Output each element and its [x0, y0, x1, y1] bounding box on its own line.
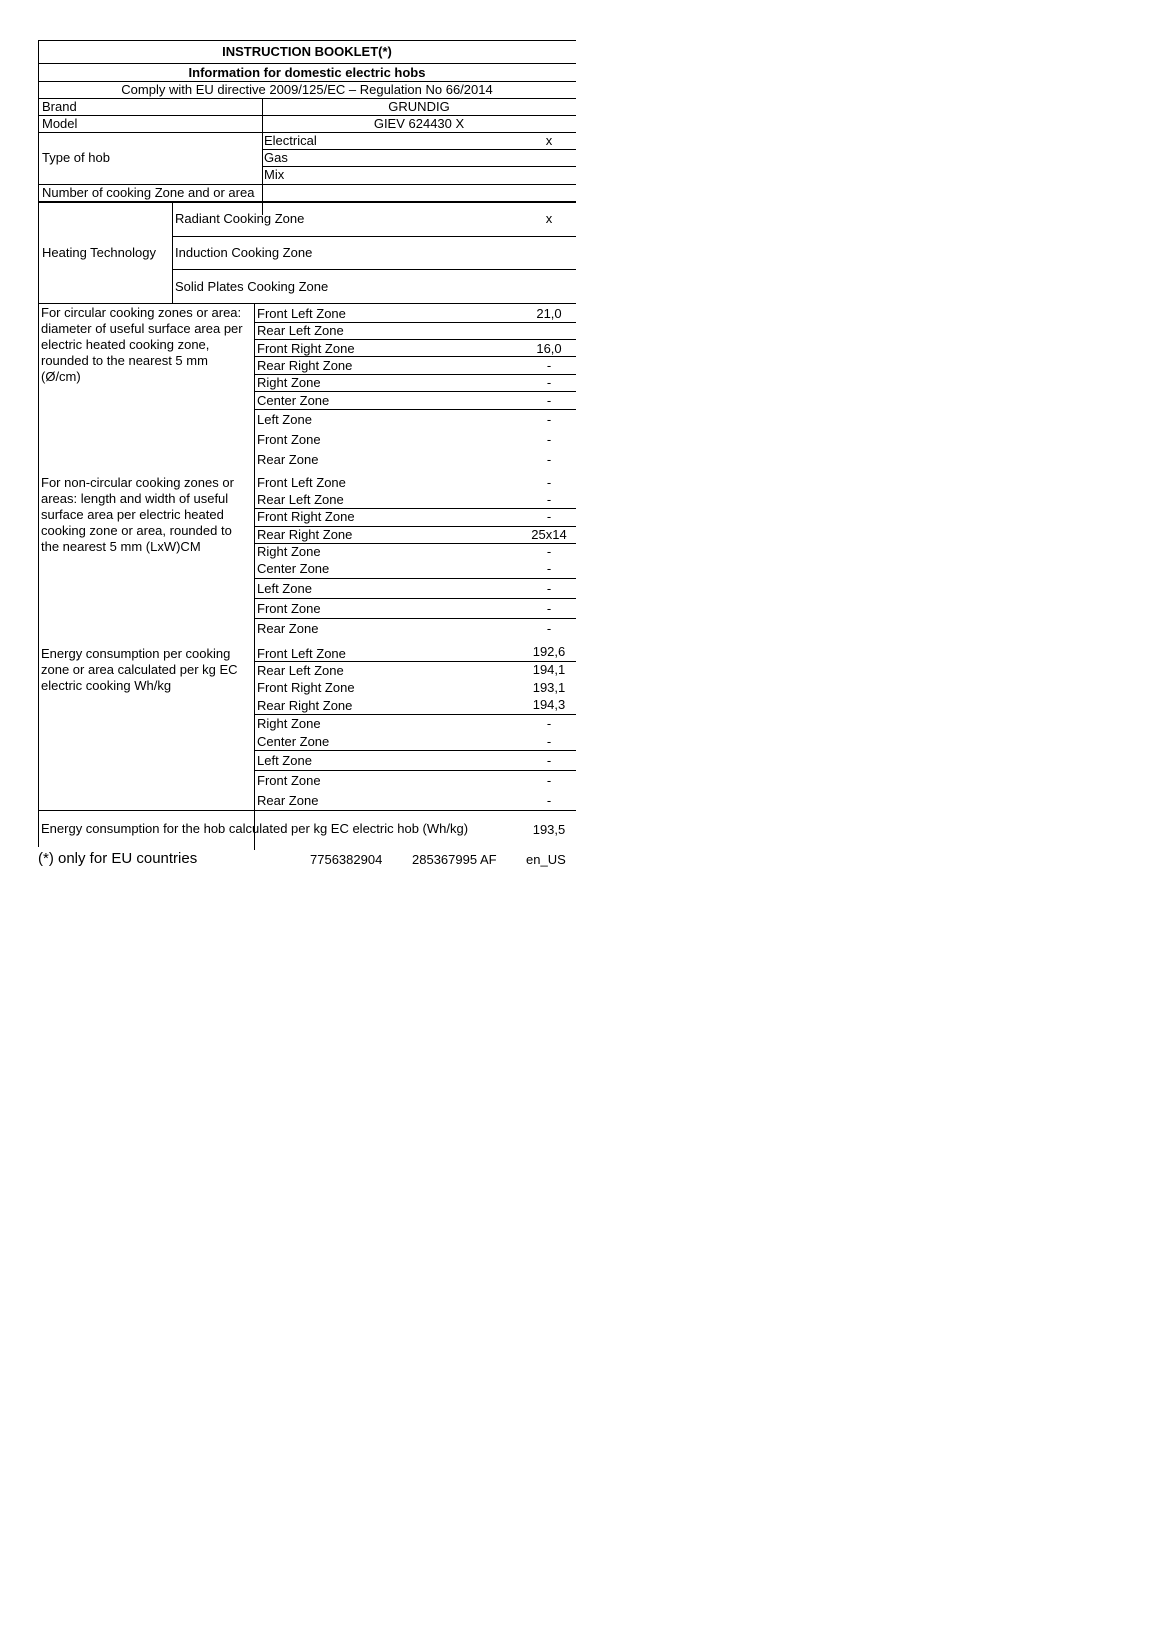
heating-solid: Solid Plates Cooking Zone	[175, 279, 329, 294]
noncircular-zone-value: -	[546, 621, 552, 636]
energy-zone-value: -	[546, 716, 552, 731]
energy-zone-name: Rear Left Zone	[257, 663, 344, 678]
noncircular-zone-name: Right Zone	[257, 544, 321, 559]
noncircular-zone-name: Front Zone	[257, 601, 321, 616]
noncircular-zone-name: Rear Left Zone	[257, 492, 344, 507]
hob-type-electrical: Electrical	[264, 133, 317, 148]
heating-radiant-value: x	[545, 211, 553, 226]
energy-zone-name: Center Zone	[257, 734, 330, 749]
noncircular-zone-name: Center Zone	[257, 561, 330, 576]
energy-zone-value: 193,1	[532, 680, 566, 695]
noncircular-zone-value: -	[546, 544, 552, 559]
noncircular-zone-name: Left Zone	[257, 581, 312, 596]
brand-value: GRUNDIG	[388, 99, 450, 114]
circular-zone-value: 21,0	[536, 306, 562, 321]
heating-label: Heating Technology	[42, 245, 156, 260]
circular-zone-value: -	[546, 375, 552, 390]
energy-zone-value: 194,1	[532, 662, 566, 677]
footer-code-2: 285367995 AF	[412, 852, 497, 867]
circular-zone-name: Front Left Zone	[257, 306, 346, 321]
energy-zone-value: -	[546, 793, 552, 808]
circular-zone-value: -	[546, 358, 552, 373]
zones-count-label: Number of cooking Zone and or area	[42, 185, 255, 200]
energy-zone-value: -	[546, 753, 552, 768]
brand-label: Brand	[42, 99, 77, 114]
hob-type-label: Type of hob	[42, 150, 110, 165]
footer-note: (*) only for EU countries	[38, 850, 198, 867]
energy-zone-name: Front Left Zone	[257, 646, 346, 661]
energy-zone-name: Front Zone	[257, 773, 321, 788]
circular-zone-name: Rear Zone	[257, 452, 319, 467]
circular-zone-name: Left Zone	[257, 412, 312, 427]
circular-zone-value: -	[546, 432, 552, 447]
directive-text: Comply with EU directive 2009/125/EC – Regulation No 66/2014	[121, 82, 493, 97]
heating-induction: Induction Cooking Zone	[175, 245, 313, 260]
circular-zone-name: Center Zone	[257, 393, 330, 408]
energy-zone-name: Rear Right Zone	[257, 698, 353, 713]
noncircular-zone-value: -	[546, 581, 552, 596]
noncircular-zone-value: -	[546, 561, 552, 576]
footer-code-1: 7756382904	[310, 852, 383, 867]
circular-label: For circular cooking zones or area: diameter of useful surface area per electric heated cooking zone, rounded to the nearest 5 mm (Ø/cm)	[41, 305, 243, 384]
hob-type-mix: Mix	[264, 167, 285, 182]
noncircular-zone-value: -	[546, 509, 552, 524]
noncircular-zone-name: Front Right Zone	[257, 509, 355, 524]
noncircular-zone-value: -	[546, 475, 552, 490]
hob-type-electrical-value: x	[545, 133, 553, 148]
energy-hob-value: 193,5	[532, 822, 566, 837]
noncircular-label: For non-circular cooking zones or areas: length and width of useful surface area per electric heated cooking zone or area, rounded to the nearest 5 mm (LxW)CM	[41, 475, 234, 554]
noncircular-zone-name: Rear Zone	[257, 621, 319, 636]
energy-zone-name: Left Zone	[257, 753, 312, 768]
noncircular-zone-value: -	[546, 601, 552, 616]
circular-zone-value: -	[546, 412, 552, 427]
circular-zone-name: Rear Left Zone	[257, 323, 344, 338]
circular-zone-name: Rear Right Zone	[257, 358, 353, 373]
footer-locale: en_US	[526, 852, 566, 867]
document-title: INSTRUCTION BOOKLET(*)	[222, 44, 392, 59]
circular-zone-name: Front Right Zone	[257, 341, 355, 356]
circular-zone-value: -	[546, 393, 552, 408]
energy-zone-name: Front Right Zone	[257, 680, 355, 695]
circular-zone-value: -	[546, 452, 552, 467]
noncircular-zone-name: Front Left Zone	[257, 475, 346, 490]
energy-zone-value: -	[546, 734, 552, 749]
hob-type-gas: Gas	[264, 150, 288, 165]
document-subtitle: Information for domestic electric hobs	[188, 65, 426, 80]
noncircular-zone-value: -	[546, 492, 552, 507]
energy-zone-value: 194,3	[532, 697, 566, 712]
energy-zone-value: 192,6	[532, 644, 566, 659]
energy-zone-name: Rear Zone	[257, 793, 319, 808]
noncircular-zone-name: Rear Right Zone	[257, 527, 353, 542]
circular-zone-name: Right Zone	[257, 375, 321, 390]
energy-zone-name: Right Zone	[257, 716, 321, 731]
heating-radiant: Radiant Cooking Zone	[175, 211, 305, 226]
noncircular-zone-value: 25x14	[531, 527, 567, 542]
circular-zone-value: 16,0	[536, 341, 562, 356]
energy-hob-label: Energy consumption for the hob calculated per kg EC electric hob (Wh/kg)	[41, 821, 469, 836]
energy-zone-label: Energy consumption per cooking zone or area calculated per kg EC electric cooking Wh/kg	[41, 646, 238, 693]
circular-zone-name: Front Zone	[257, 432, 321, 447]
model-label: Model	[42, 116, 78, 131]
energy-zone-value: -	[546, 773, 552, 788]
model-value: GIEV 624430 X	[373, 116, 465, 131]
